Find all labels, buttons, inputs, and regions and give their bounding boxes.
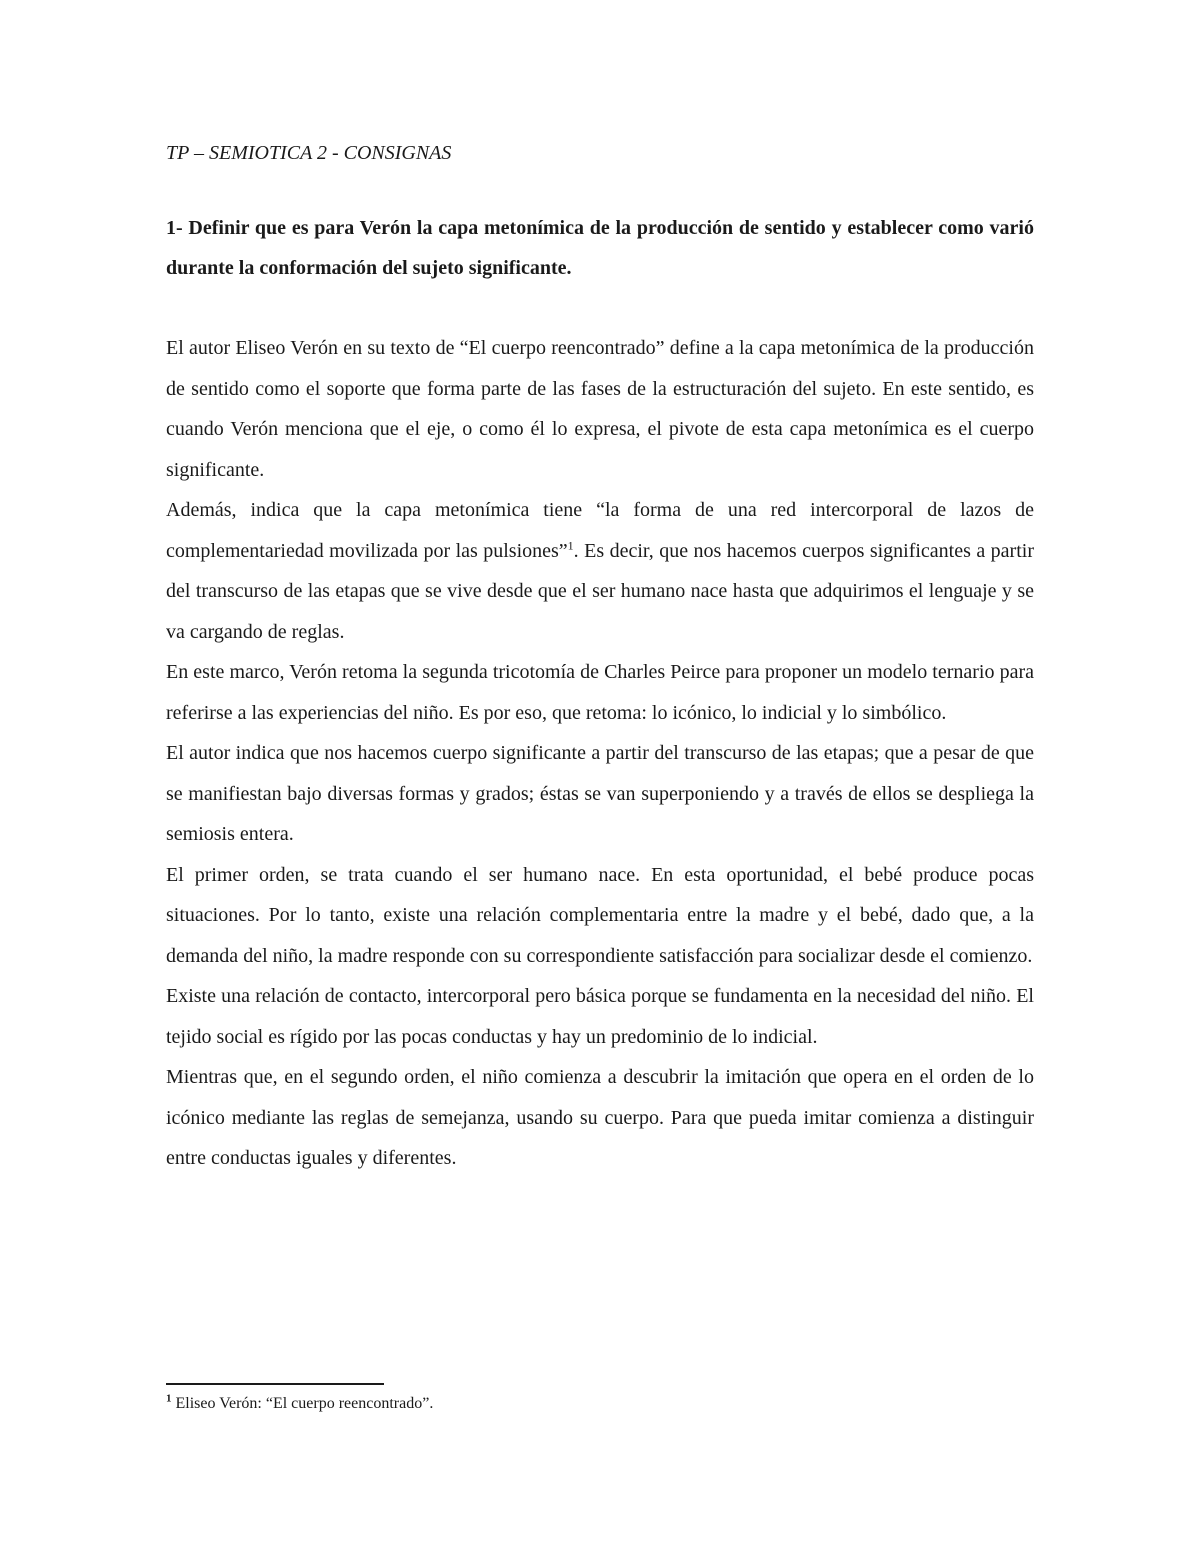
paragraph-text: Mientras que, en el segundo orden, el niño comienza a descubrir la imitación que opera en el orden de lo icónico mediante las reglas de semejanza, usando su cuerpo. Para que pueda imitar comienza a distinguir entre conductas iguales y diferentes.	[166, 1066, 1034, 1169]
document-page	[166, 138, 1034, 1179]
answer-body	[166, 328, 1034, 1179]
paragraph	[166, 976, 1034, 1057]
paragraph-text-continued: . Es decir, que nos hacemos cuerpos significantes a partir del transcurso de las etapas que se vive desde que el ser humano nace hasta que adquirimos el lenguaje y se va cargando de reglas.	[166, 539, 1034, 643]
footnote-text: Eliseo Verón: “El cuerpo reencontrado”.	[171, 1395, 434, 1412]
footnote-separator	[166, 1383, 384, 1385]
paragraph	[166, 1057, 1034, 1179]
paragraph-text: El primer orden, se trata cuando el ser humano nace. En esta oportunidad, el bebé produce pocas situaciones. Por lo tanto, existe una relación complementaria entre la madre y el bebé, dado que, a la demanda del niño, la madre responde con su correspondiente satisfacción para socializar desde el comienzo.	[166, 863, 1034, 967]
paragraph	[166, 855, 1034, 977]
footnote-number: 1	[166, 1392, 172, 1405]
document-title: TP – SEMIOTICA 2 - CONSIGNAS	[166, 142, 452, 164]
paragraph-text: El autor indica que nos hacemos cuerpo significante a partir del transcurso de las etapas; que a pesar de que se manifiestan bajo diversas formas y grados; éstas se van superponiendo y a través de ellos se despliega la semiosis entera.	[166, 742, 1034, 845]
question-heading: 1- Definir que es para Verón la capa metonímica de la producción de sentido y establecer como varió durante la conformación del sujeto significante.	[166, 217, 1034, 279]
paragraph	[166, 733, 1034, 855]
paragraph-text: Existe una relación de contacto, intercorporal pero básica porque se fundamenta en la necesidad del niño. El tejido social es rígido por las pocas conductas y hay un predominio de lo indicial.	[166, 985, 1034, 1048]
paragraph-text: Además, indica que la capa metonímica tiene “la forma de una red intercorporal de lazos de complementariedad movilizada por las pulsiones”	[166, 499, 1034, 562]
paragraph	[166, 490, 1034, 652]
paragraph	[166, 328, 1034, 490]
paragraph-text: En este marco, Verón retoma la segunda tricotomía de Charles Peirce para proponer un modelo ternario para referirse a las experiencias del niño. Es por eso, que retoma: lo icónico, lo indicial y lo simbólico.	[166, 661, 1034, 724]
paragraph-text: El autor Eliseo Verón en su texto de “El cuerpo reencontrado” define a la capa metonímica de la producción de sentido como el soporte que forma parte de las fases de la estructuración del sujeto. En este sentido, es cuando Verón menciona que el eje, o como él lo expresa, el pivote de esta capa metonímica es el cuerpo significante.	[166, 337, 1034, 481]
footnote-reference[interactable]: 1	[567, 537, 574, 552]
paragraph	[166, 652, 1034, 733]
footnote	[166, 1392, 433, 1416]
